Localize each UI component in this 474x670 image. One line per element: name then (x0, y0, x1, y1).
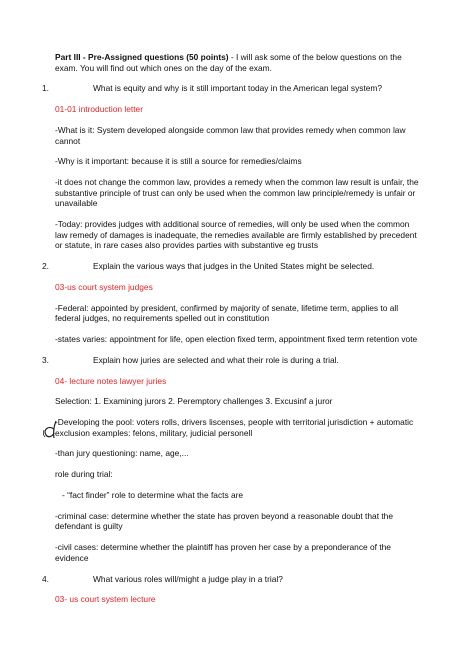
question-text: What various roles will/might a judge play in a trial? (93, 573, 283, 584)
answer-line: -it does not change the common law, provides a remedy when the common law result is unfair, the substantive principle of trust can only be used when the common law principle/remedy is unfair or unavailable (55, 177, 419, 209)
source-label: 04- lecture notes lawyer juries (55, 375, 167, 386)
document-body (42, 52, 420, 615)
part-title: Part III - Pre-Assigned questions (50 points) (55, 52, 229, 62)
answer-line: -What is it: System developed alongside common law that provides remedy when common law cannot (55, 124, 406, 146)
answer-line: -Federal: appointed by president, confirmed by majority of senate, lifetime term, applies to all federal judges, no requirements spelled out in constitution (55, 302, 399, 324)
question-number: 4. (42, 573, 49, 584)
question-number: 1. (42, 83, 49, 94)
question-number: 2. (42, 261, 49, 272)
part-heading (55, 52, 420, 73)
answer-line: -Today: provides judges with additional source of remedies, will only be used when the common law remedy of damages is inadequate, the remedies available are firmly established by precedent or statute, in rare cases also provides parties with substantive eg trusts (55, 219, 417, 251)
answer-line: role during trial: (55, 469, 113, 480)
question-1 (42, 83, 420, 94)
answer-line: - “fact finder” role to determine what the facts are (62, 490, 244, 501)
source-label: 01-01 introduction letter (55, 104, 143, 115)
question-number: 3. (42, 354, 49, 365)
answer-line: -states varies: appointment for life, open election fixed term, appointment fixed term retention vote (55, 333, 418, 344)
question-3 (42, 354, 420, 366)
question-4 (42, 573, 420, 585)
question-2 (42, 261, 420, 272)
answer-line: -civil cases: determine whether the plaintiff has proven her case by a preponderance of the evidence (55, 542, 391, 563)
answer-line: -criminal case: determine whether the state has proven beyond a reasonable doubt that the defendant is guilty (55, 510, 393, 532)
source-label: 03- us court system lecture (55, 594, 156, 605)
question-text: Explain how juries are selected and what their role is during a trial. (93, 354, 339, 365)
answer-line: -Developing the pool: voters rolls, drivers liscenses, people with territorial jurisdiction + automatic exclusion examples: felons, military, judicial personell (55, 417, 414, 438)
source-label: 03-us court system judges (55, 281, 153, 292)
part-intro: - I will ask some of the below questions on the exam. You will find out which ones on the day of the exam. (55, 52, 402, 73)
answer-line: -Why is it important: because it is still a source for remedies/claims (55, 156, 302, 167)
question-text: What is equity and why is it still important today in the American legal system? (93, 83, 383, 94)
question-text: Explain the various ways that judges in the United States might be selected. (93, 261, 375, 272)
answer-line: Selection: 1. Examining jurors 2. Peremptory challenges 3. Excusinf a juror (55, 396, 333, 407)
answer-line: -than jury questioning: name, age,... (55, 448, 189, 459)
